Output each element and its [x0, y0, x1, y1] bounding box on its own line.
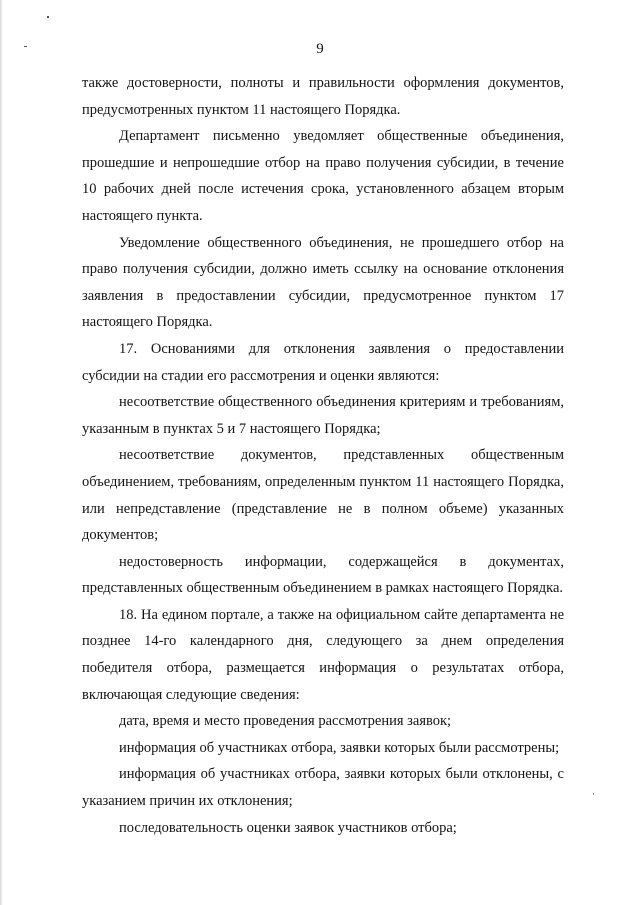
paragraph: информация об участниках отбора, заявки которых были рассмотрены;	[119, 739, 560, 756]
paragraph-item-17: 17. Основаниями для отклонения заявления о предоставлении субсидии на стадии его рассмотрения и оценки являются:	[82, 340, 564, 384]
scan-speck	[47, 16, 49, 18]
paragraph: недостоверность информации, содержащейся в документах, представленных общественным объединением в рамках настоящего Порядка.	[82, 553, 564, 597]
paragraph: Департамент письменно уведомляет общественные объединения, прошедшие и непрошедшие отбор на право получения субсидии, в течение 10 рабочих дней после истечения срока, установленного абзацем вторым настоящего пункта.	[82, 128, 564, 224]
paragraph: Уведомление общественного объединения, не прошедшего отбор на право получения субсидии, должно иметь ссылку на основание отклонения заявления в предоставлении субсидии, предусмотренное пунктом 17 настоящего Порядка.	[82, 234, 564, 331]
document-body	[82, 70, 564, 841]
paragraph: несоответствие документов, представленных общественным объединением, требованиям, определенным пунктом 11 настоящего Порядка, или непредставление (представление не в полном объеме) указанных документов;	[82, 447, 564, 544]
page-number: 9	[316, 41, 324, 57]
paragraph: также достоверности, полноты и правильности оформления документов, предусмотренных пунктом 11 настоящего Порядка.	[82, 75, 564, 118]
paragraph: последовательность оценки заявок участников отбора;	[119, 819, 457, 836]
scan-speck	[593, 793, 594, 795]
paragraph-item-18: 18. На едином портале, а также на официальном сайте департамента не позднее 14-го календарного дня, следующего за днем определения победителя отбора, размещается информация о результатах отбора, включающая следующие сведения:	[82, 606, 564, 703]
paragraph: дата, время и место проведения рассмотрения заявок;	[119, 713, 452, 730]
paragraph: информация об участниках отбора, заявки которых были отклонены, с указанием причин их отклонения;	[82, 766, 564, 810]
paragraph: несоответствие общественного объединения критериям и требованиям, указанным в пунктах 5 и 7 настоящего Порядка;	[82, 394, 564, 437]
scan-edge-shadow	[0, 0, 3, 905]
